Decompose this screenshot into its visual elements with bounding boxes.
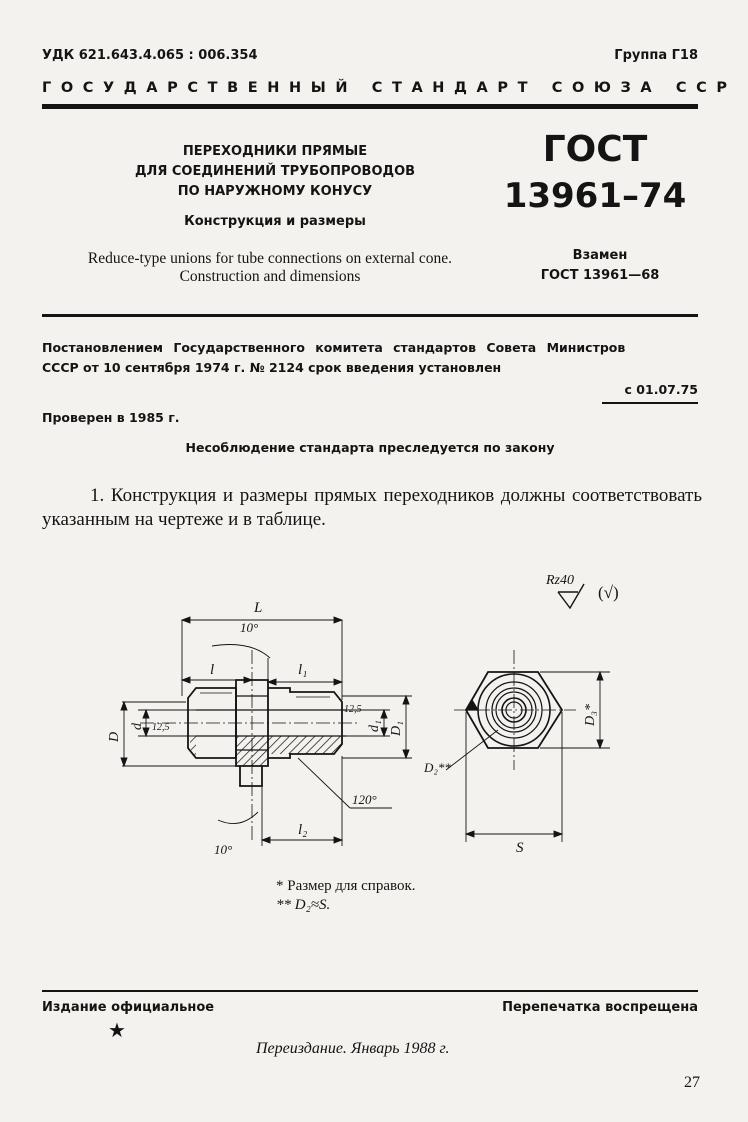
udk-code: УДК 621.643.4.065 : 006.354	[42, 48, 258, 63]
label-d: d	[130, 723, 145, 730]
english-title-line-1: Reduce-type unions for tube connections on external cone.	[87, 250, 453, 267]
standard-banner: ГОСУДАРСТВЕННЫЙ СТАНДАРТ СОЮЗА ССР	[42, 80, 737, 96]
label-angle-bottom: 10°	[214, 842, 233, 857]
label-rough-right: 12,5	[344, 704, 362, 715]
gost-label: ГОСТ	[542, 129, 648, 170]
title-line-2: ДЛЯ СОЕДИНЕНИЙ ТРУБОПРОВОДОВ	[134, 164, 416, 179]
replaces-label: Взамен	[572, 248, 628, 263]
label-D1: D₁	[389, 721, 404, 736]
edition-official: Издание официальное	[42, 1000, 215, 1015]
legal-warning: Несоблюдение стандарта преследуется по закону	[185, 440, 555, 455]
title-block	[85, 142, 465, 232]
decree-line-1: Постановлением Государственного комитета стандартов Совета Министров	[42, 340, 626, 355]
header-rule-thick	[42, 104, 698, 109]
label-d1: d₁	[367, 720, 382, 732]
note-2: ** D₂≈S.	[276, 897, 331, 913]
gost-number: 13961–74	[503, 176, 687, 216]
label-roughness: Rz40	[546, 573, 574, 588]
label-D: D	[107, 731, 122, 742]
decree-date: с 01.07.75	[624, 382, 698, 397]
page-number: 27	[684, 1074, 700, 1091]
decree-date-rule	[602, 402, 698, 404]
label-D2: D₂**	[424, 760, 451, 775]
label-D3: D₃*	[583, 704, 598, 726]
title-subtitle: Конструкция и размеры	[184, 214, 366, 229]
front-dimensions	[446, 672, 610, 842]
label-rough-left: 12,5	[152, 722, 170, 733]
replaces-value: ГОСТ 13961—68	[540, 268, 660, 283]
note-1: * Размер для справок.	[276, 878, 416, 894]
label-L: L	[254, 600, 263, 616]
label-roughness-other: (√)	[598, 583, 619, 602]
side-view	[140, 650, 360, 840]
paragraph-1: 1. Конструкция и размеры прямых переходников должны соответствовать указанным на чертеже и в таблице.	[42, 485, 702, 530]
label-angle-top: 10°	[240, 620, 259, 635]
decree-line-2: СССР от 10 сентября 1974 г. № 2124 срок введения установлен	[42, 360, 502, 375]
title-line-3: ПО НАРУЖНОМУ КОНУСУ	[177, 184, 373, 199]
star-icon: ★	[108, 1018, 126, 1042]
reissue-note: Переиздание. Январь 1988 г.	[256, 1040, 450, 1057]
front-view	[454, 650, 576, 770]
label-l1: l₁	[298, 662, 308, 678]
title-rule	[42, 314, 698, 317]
group-code: Группа Г18	[614, 48, 698, 63]
label-S: S	[516, 840, 524, 856]
english-title	[30, 250, 510, 286]
footer-rule	[42, 990, 698, 992]
label-l: l	[210, 662, 215, 678]
technical-drawing	[0, 550, 748, 870]
label-angle-cone: 120°	[352, 792, 377, 807]
title-line-1: ПЕРЕХОДНИКИ ПРЯМЫЕ	[182, 144, 368, 159]
reprint-forbidden: Перепечатка воспрещена	[502, 1000, 698, 1015]
english-title-line-2: Construction and dimensions	[179, 268, 361, 285]
label-l2: l₂	[298, 822, 308, 838]
checked-year: Проверен в 1985 г.	[42, 410, 180, 425]
